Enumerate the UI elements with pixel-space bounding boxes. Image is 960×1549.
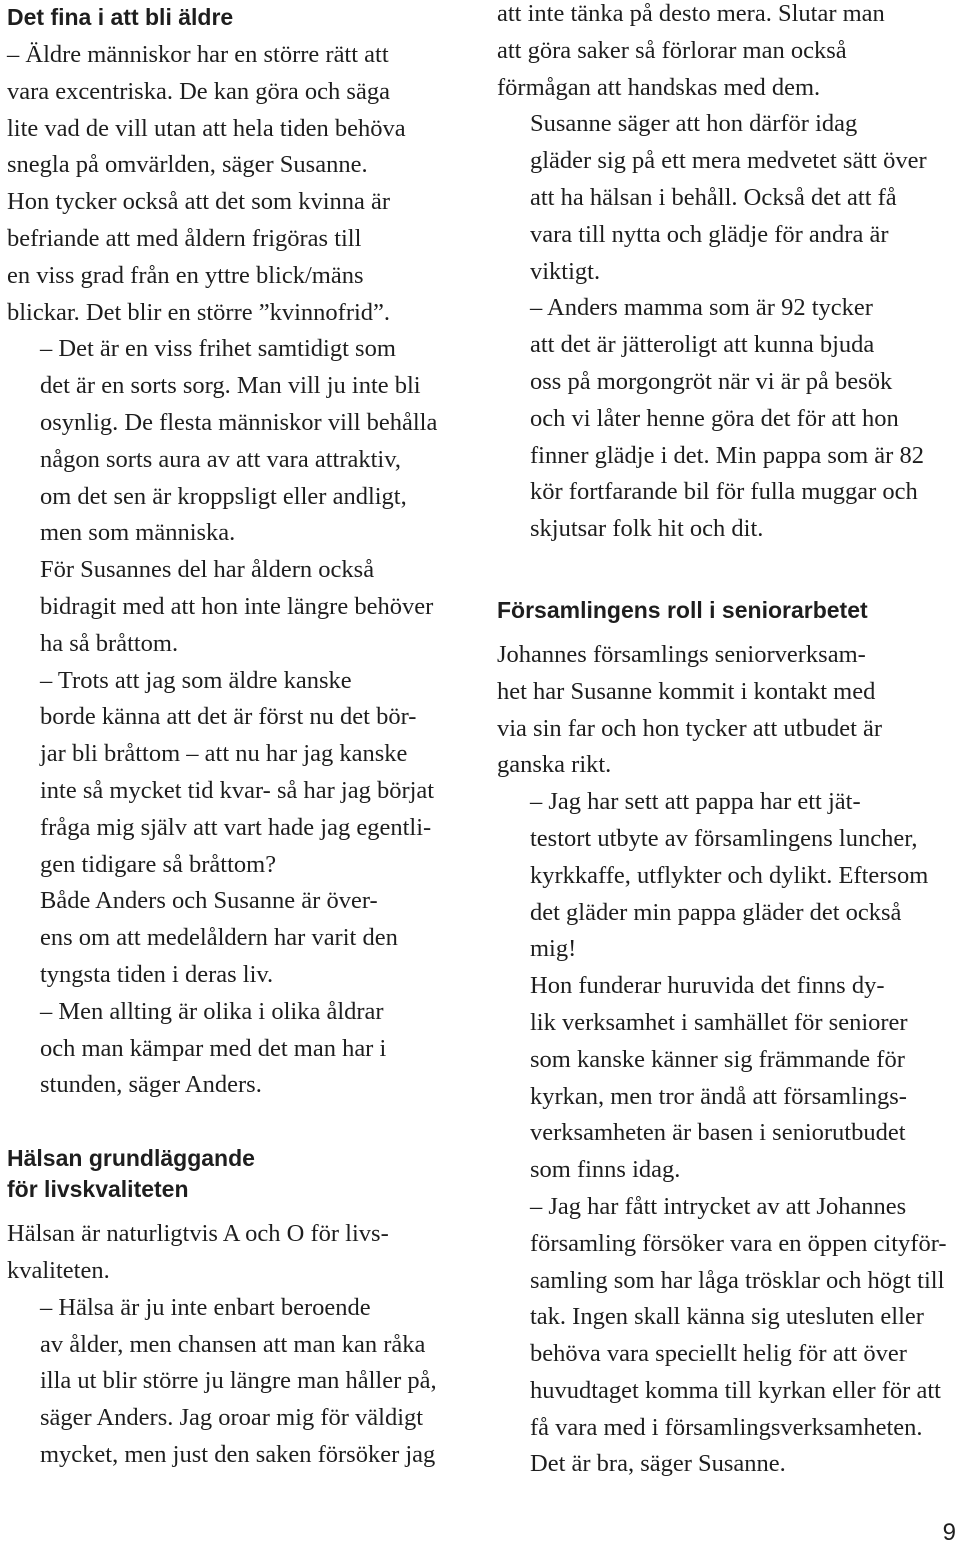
text-line: tyngsta tiden i deras liv. [40,960,274,988]
text-line: vara till nytta och glädje för andra är [530,220,889,248]
text-line: Hon funderar huruvida det finns dy- [530,972,885,1000]
text-line: som kanske känner sig främmande för [530,1045,905,1073]
text-line: Det är bra, säger Susanne. [530,1450,786,1478]
text-line: förmågan att handskas med dem. [497,73,821,101]
text-line: tak. Ingen skall känna sig utesluten eller [530,1303,924,1331]
text-line: församling försöker vara en öppen cityför- [530,1229,947,1257]
text-line: att det är jätteroligt att kunna bjuda [530,331,875,359]
text-line: mig! [530,935,577,963]
text-line: illa ut blir större ju längre man håller på, [40,1367,437,1395]
text-line: huvudtaget komma till kyrkan eller för att [530,1376,941,1404]
text-line: gläder sig på ett mera medvetet sätt över [530,147,927,175]
text-line: att göra saker så förlorar man också [497,36,847,64]
text-line: fråga mig själv att vart hade jag egentli- [40,813,432,841]
text-line: det är en sorts sorg. Man vill ju inte bli [40,372,421,400]
paragraph [7,883,469,993]
text-line: för livskvaliteten [7,1176,189,1203]
text-line: via sin far och hon tycker att utbudet är [497,714,883,742]
text-line: – Anders mamma som är 92 tycker [530,294,873,322]
paragraph [7,1216,469,1290]
text-line: och man kämpar med det man har i [40,1034,387,1062]
text-line: Hälsan grundläggande [7,1145,255,1172]
paragraph [497,290,957,548]
text-line: men som människa. [40,519,236,547]
text-line: verksamheten är basen i seniorutbudet [530,1119,906,1147]
text-line: det gläder min pappa gläder det också [530,898,902,926]
text-line: och vi låter henne göra det för att hon [530,404,899,432]
text-line: lite vad de vill utan att hela tiden behöva [7,114,406,142]
paragraph [7,331,469,552]
text-line: behöva vara speciellt helig för att över [530,1340,907,1368]
text-line: vara excentriska. De kan göra och säga [7,77,390,105]
text-line: ens om att medelåldern har varit den [40,924,398,952]
paragraph [497,1189,957,1483]
text-line: – Jag har fått intrycket av att Johannes [530,1192,907,1220]
text-line: finner glädje i det. Min pappa som är 82 [530,441,924,469]
text-line: bidragit med att hon inte längre behöver [40,592,434,620]
text-line: ha så bråttom. [40,629,179,657]
paragraph [497,0,957,106]
paragraph [7,663,469,884]
text-line: het har Susanne kommit i kontakt med [497,677,876,705]
article-title: Det fina i att bli äldre [7,4,234,30]
text-line: – Jag har sett att pappa har ett jät- [530,788,861,816]
paragraph [497,106,957,290]
text-line: kyrkkaffe, utflykter och dylikt. Eftersom [530,861,929,889]
text-line: gen tidigare så bråttom? [40,850,277,878]
text-line: Johannes församlings seniorverksam- [497,640,866,668]
text-line: om det sen är kroppsligt eller andligt, [40,482,407,510]
text-line: kyrkan, men tror ändå att församlings- [530,1082,907,1110]
text-line: av ålder, men chansen att man kan råka [40,1330,426,1358]
text-line: – Äldre människor har en större rätt att [7,41,389,68]
text-line: borde känna att det är först nu det bör- [40,703,417,731]
paragraph [497,968,957,1189]
section-heading-health [7,1143,469,1205]
paragraph [7,552,469,662]
text-line: inte så mycket tid kvar- så har jag börjat [40,776,435,804]
text-line: Både Anders och Susanne är över- [40,887,378,915]
paragraph [7,37,469,331]
paragraph [7,1290,469,1474]
text-line: – Men allting är olika i olika åldrar [40,997,384,1025]
text-line: stunden, säger Anders. [40,1071,262,1099]
text-line: blickar. Det blir en större ”kvinnofrid”. [7,298,391,326]
text-line: Susanne säger att hon därför idag [530,110,858,138]
text-line: – Trots att jag som äldre kanske [40,666,352,694]
text-line: osynlig. De flesta människor vill behålla [40,408,438,436]
text-line: mycket, men just den saken försöker jag [40,1440,436,1468]
text-line: att inte tänka på desto mera. Slutar man [497,0,885,27]
text-line: kör fortfarande bil för fulla muggar och [530,478,918,506]
page-number: 9 [942,1519,956,1546]
text-line: en viss grad från en yttre blick/mäns [7,261,364,289]
text-line: jar bli bråttom – att nu har jag kanske [40,740,408,768]
paragraph [497,637,957,784]
text-line: Hon tycker också att det som kvinna är [7,188,391,216]
text-line: någon sorts aura av att vara attraktiv, [40,445,402,473]
left-column [7,0,469,1474]
text-line: Hälsan är naturligtvis A och O för livs- [7,1220,389,1248]
text-line: oss på morgongröt när vi är på besök [530,367,893,395]
text-line: – Hälsa är ju inte enbart beroende [40,1293,371,1321]
text-line: samling som har låga trösklar och högt till [530,1266,945,1294]
text-line: För Susannes del har åldern också [40,556,375,584]
text-line: kvaliteten. [7,1256,110,1284]
text-line: snegla på omvärlden, säger Susanne. [7,151,368,179]
right-column [497,0,957,1483]
text-line: – Det är en viss frihet samtidigt som [40,335,396,363]
section-heading-congregation: Församlingens roll i seniorarbetet [497,596,868,623]
paragraph [497,784,957,968]
text-line: som finns idag. [530,1156,681,1184]
paragraph [7,994,469,1104]
text-line: ganska rikt. [497,751,612,779]
text-line: säger Anders. Jag oroar mig för väldigt [40,1404,424,1432]
text-line: viktigt. [530,257,601,285]
text-line: skjutsar folk hit och dit. [530,515,764,543]
text-line: att ha hälsan i behåll. Också det att få [530,183,897,211]
text-line: testort utbyte av församlingens luncher, [530,824,918,852]
text-line: befriande att med åldern frigöras till [7,224,362,252]
text-line: få vara med i församlingsverksamheten. [530,1413,923,1441]
text-line: lik verksamhet i samhället för seniorer [530,1008,908,1036]
